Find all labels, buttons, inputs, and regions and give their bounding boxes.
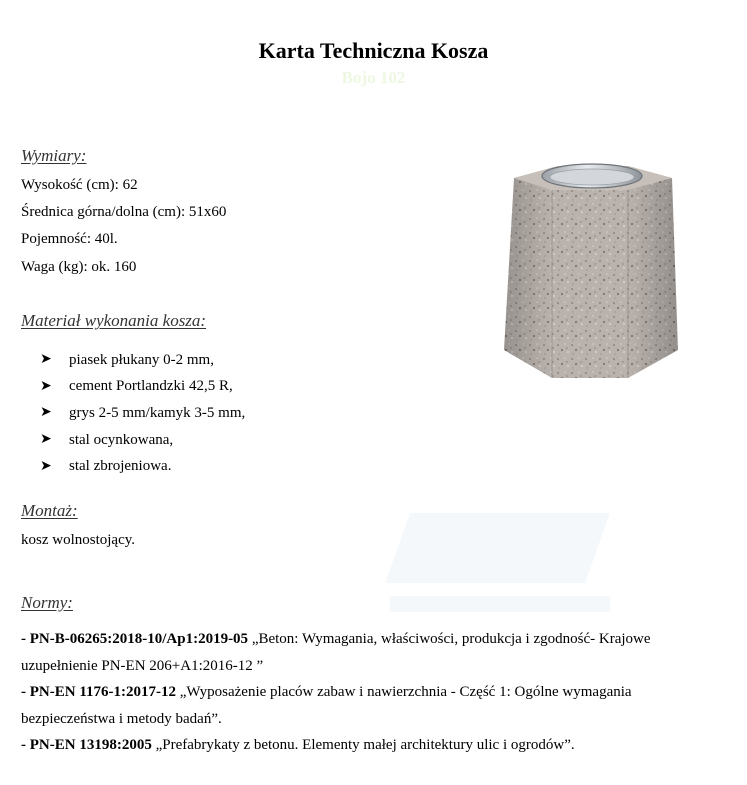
dimension-diameter: Średnica górna/dolna (cm): 51x60	[21, 204, 227, 220]
material-item-label: cement Portlandzki 42,5 R,	[69, 378, 233, 395]
list-item	[40, 347, 245, 374]
norm-description: „Beton: Wymagania, właściwości, produkcja i zgodność- Krajowe uzupełnienie PN-EN 206+A1:2016-12 ”	[21, 631, 651, 674]
arrow-bullet-icon: ➤	[40, 405, 52, 421]
material-list	[40, 347, 245, 480]
list-item	[40, 453, 245, 480]
material-item-label: stal ocynkowana,	[69, 431, 174, 448]
material-item-label: piasek płukany 0-2 mm,	[69, 351, 214, 368]
norm-code: - PN-B-06265:2018-10/Ap1:2019-05	[21, 631, 249, 647]
waste-bin-image	[500, 160, 684, 382]
material-item-label: grys 2-5 mm/kamyk 3-5 mm,	[69, 404, 246, 421]
norm-entry	[21, 626, 711, 679]
assembly-text: kosz wolnostojący.	[21, 532, 136, 548]
norm-entry	[21, 679, 711, 732]
arrow-bullet-icon: ➤	[40, 432, 52, 448]
arrow-bullet-icon: ➤	[40, 352, 52, 368]
material-heading: Materiał wykonania kosza:	[21, 311, 207, 330]
material-item-label: stal zbrojeniowa.	[69, 458, 172, 475]
watermark-logo	[380, 508, 620, 618]
norm-code: - PN-EN 13198:2005	[21, 737, 152, 753]
dimension-weight: Waga (kg): ok. 160	[21, 259, 137, 275]
list-item	[40, 427, 245, 454]
norm-entry	[21, 732, 711, 759]
dimensions-heading: Wymiary:	[21, 146, 87, 165]
list-item	[40, 374, 245, 401]
norms-heading: Normy:	[21, 593, 73, 612]
assembly-heading: Montaż:	[21, 501, 78, 520]
list-item	[40, 400, 245, 427]
document-title: Karta Techniczna Kosza	[258, 38, 489, 63]
norm-code: - PN-EN 1176-1:2017-12	[21, 684, 176, 700]
dimension-capacity: Pojemność: 40l.	[21, 231, 118, 247]
arrow-bullet-icon: ➤	[40, 458, 52, 474]
document-subtitle: Bojo 102	[341, 68, 406, 87]
norm-description: „Prefabrykaty z betonu. Elementy małej architektury ulic i ogrodów”.	[151, 737, 575, 753]
norm-description: „Wyposażenie placów zabaw i nawierzchnia - Część 1: Ogólne wymagania bezpieczeństwa i metody badań”.	[21, 684, 632, 727]
dimension-height: Wysokość (cm): 62	[21, 177, 138, 193]
arrow-bullet-icon: ➤	[40, 378, 52, 394]
